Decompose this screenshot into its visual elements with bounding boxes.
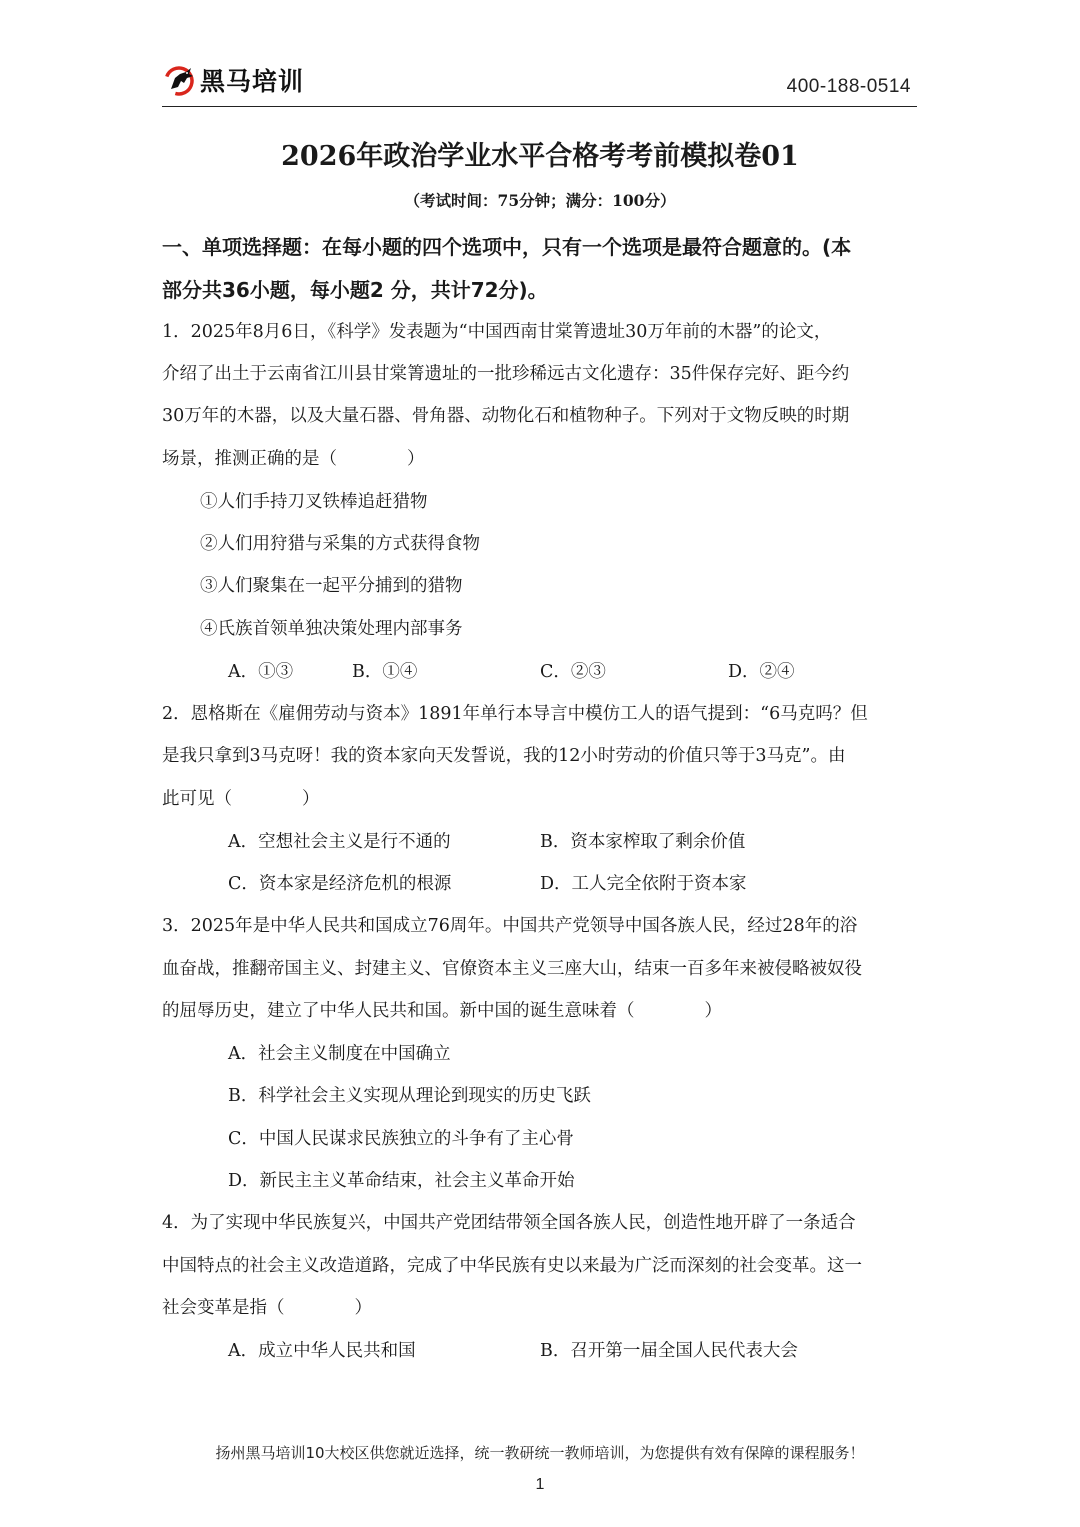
question-3-stem: 血奋战，推翻帝国主义、封建主义、官僚资本主义三座大山，结束一百多年来被侵略被奴役 bbox=[162, 959, 862, 979]
question-2-stem: 此可见（ ） bbox=[162, 789, 320, 809]
page-header bbox=[162, 58, 917, 107]
section-heading-line: 部分共36小题，每小题2 分，共计72分)。 bbox=[162, 278, 548, 302]
question-2-stem: 2．恩格斯在《雇佣劳动与资本》1891年单行本导言中模仿工人的语气提到：“6马克吗？但 bbox=[162, 704, 868, 724]
question-1-option-b: B．①④ bbox=[352, 662, 418, 682]
phone-number: 400-188-0514 bbox=[786, 76, 911, 97]
question-1-option-a: A．①③ bbox=[228, 662, 294, 682]
question-4-stem: 中国特点的社会主义改造道路，完成了中华民族有史以来最为广泛而深刻的社会变革。这一 bbox=[162, 1256, 862, 1276]
page-title: 2026年政治学业水平合格考考前模拟卷01 bbox=[281, 141, 799, 172]
horse-logo-icon bbox=[162, 63, 198, 97]
exam-info: （考试时间：75分钟；满分：100分） bbox=[404, 191, 676, 210]
question-2-option-a: A．空想社会主义是行不通的 bbox=[228, 832, 451, 852]
page-footer: 扬州黑马培训10大校区供您就近选择，统一教研统一教师培训，为您提供有效有保障的课程服务！ bbox=[215, 1444, 865, 1462]
question-2-option-b: B．资本家榨取了剩余价值 bbox=[540, 832, 746, 852]
question-1-statement: ①人们手持刀叉铁棒追赶猎物 bbox=[200, 492, 428, 512]
question-2-stem: 是我只拿到3马克呀！我的资本家向天发誓说，我的12小时劳动的价值只等于3马克”。由 bbox=[162, 746, 846, 766]
question-1-stem: 30万年的木器，以及大量石器、骨角器、动物化石和植物种子。下列对于文物反映的时期 bbox=[162, 406, 850, 426]
brand-logo bbox=[162, 62, 304, 98]
question-1-stem: 场景，推测正确的是（ ） bbox=[162, 449, 425, 469]
question-1-statement: ②人们用狩猎与采集的方式获得食物 bbox=[200, 534, 480, 554]
section-heading-line: 一、单项选择题：在每小题的四个选项中，只有一个选项是最符合题意的。(本 bbox=[162, 235, 852, 259]
question-3-option-a: A．社会主义制度在中国确立 bbox=[228, 1044, 451, 1064]
question-1-statement: ④氏族首领单独决策处理内部事务 bbox=[200, 619, 463, 639]
question-4-option-a: A．成立中华人民共和国 bbox=[228, 1341, 416, 1361]
question-4-stem: 社会变革是指（ ） bbox=[162, 1298, 372, 1318]
logo-text: 黑马培训 bbox=[200, 67, 305, 96]
question-4-option-b: B．召开第一届全国人民代表大会 bbox=[540, 1341, 798, 1361]
question-2-option-c: C．资本家是经济危机的根源 bbox=[228, 874, 452, 894]
question-4-stem: 4．为了实现中华民族复兴，中国共产党团结带领全国各族人民，创造性地开辟了一条适合 bbox=[162, 1213, 856, 1233]
question-3-option-d: D．新民主主义革命结束，社会主义革命开始 bbox=[228, 1171, 575, 1191]
question-1-stem: 介绍了出土于云南省江川县甘棠箐遗址的一批珍稀远古文化遗存：35件保存完好、距今约 bbox=[162, 364, 850, 384]
question-1-option-d: D．②④ bbox=[728, 662, 795, 682]
question-2-option-d: D．工人完全依附于资本家 bbox=[540, 874, 747, 894]
question-3-option-c: C．中国人民谋求民族独立的斗争有了主心骨 bbox=[228, 1129, 574, 1149]
question-1-stem: 1．2025年8月6日，《科学》发表题为“中国西南甘棠箐遗址30万年前的木器”的论文， bbox=[162, 322, 832, 342]
question-3-stem: 3．2025年是中华人民共和国成立76周年。中国共产党领导中国各族人民，经过28年的浴 bbox=[162, 916, 858, 936]
section-heading bbox=[162, 226, 922, 312]
page-number: 1 bbox=[535, 1476, 545, 1493]
question-3-stem: 的屈辱历史，建立了中华人民共和国。新中国的诞生意味着（ ） bbox=[162, 1001, 722, 1021]
question-3-option-b: B．科学社会主义实现从理论到现实的历史飞跃 bbox=[228, 1086, 591, 1106]
question-1-option-c: C．②③ bbox=[540, 662, 606, 682]
question-1-statement: ③人们聚集在一起平分捕到的猎物 bbox=[200, 576, 463, 596]
